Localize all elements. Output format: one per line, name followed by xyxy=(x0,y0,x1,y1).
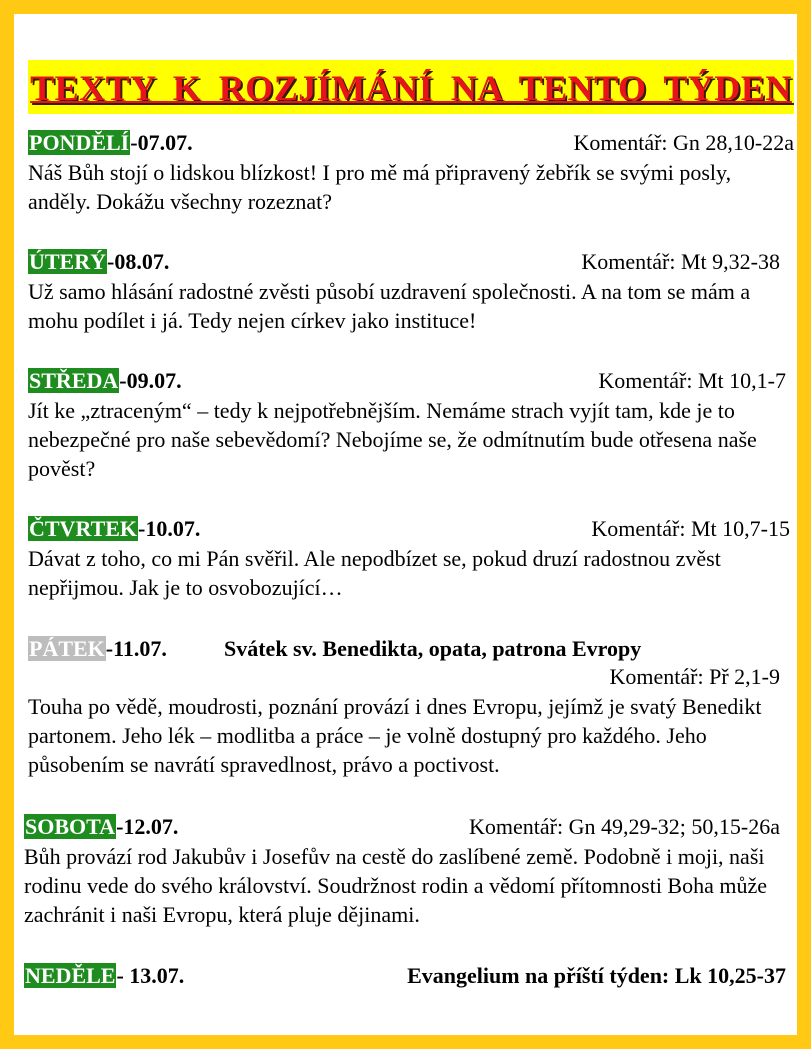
entry-friday xyxy=(28,636,794,779)
comment-reference: Komentář: Gn 28,10-22a xyxy=(573,130,794,155)
comment-reference: Komentář: Mt 9,32-38 xyxy=(581,249,780,274)
comment-reference: Komentář: Gn 49,29-32; 50,15-26a xyxy=(469,814,780,839)
date-label: -12.07. xyxy=(116,814,179,839)
entry-header xyxy=(28,636,794,664)
day-label: NEDĚLE xyxy=(25,963,116,988)
feast-title: Svátek sv. Benedikta, opata, patrona Evropy xyxy=(224,636,642,661)
entry-header xyxy=(28,516,794,544)
comment-reference: Komentář: Mt 10,7-15 xyxy=(591,516,790,541)
title-banner xyxy=(28,60,794,114)
entry-tuesday xyxy=(28,249,794,335)
entry-monday xyxy=(28,130,794,216)
date-label: -07.07. xyxy=(130,130,193,155)
entry-header xyxy=(28,368,794,396)
date-label: -11.07. xyxy=(105,636,167,661)
entry-header xyxy=(28,249,794,277)
entry-sunday xyxy=(24,963,790,991)
entry-text: Náš Bůh stojí o lidskou blízkost! I pro mě má připravený žebřík se svými posly, anděly. Dokážu všechny rozeznat? xyxy=(28,160,732,214)
gospel-reference: Evangelium na příští týden: Lk 10,25-37 xyxy=(407,963,786,988)
comment-reference: Komentář: Př 2,1-9 xyxy=(609,664,780,689)
date-label: -09.07. xyxy=(119,368,182,393)
date-label: -10.07. xyxy=(138,516,201,541)
day-label: PÁTEK xyxy=(29,636,105,661)
page xyxy=(14,14,797,1035)
entry-text: Dávat z toho, co mi Pán svěřil. Ale nepodbízet se, pokud druzí radostnou zvěst nepřijmou. Jak je to osvobozující… xyxy=(28,546,721,600)
day-label: ÚTERÝ xyxy=(29,249,107,274)
date-label: -08.07. xyxy=(107,249,170,274)
entry-thursday xyxy=(28,516,794,602)
day-label: SOBOTA xyxy=(25,814,116,839)
entry-header xyxy=(24,814,790,842)
day-label: ČTVRTEK xyxy=(29,516,138,541)
entry-text: Touha po vědě, moudrosti, poznání provází i dnes Evropu, jejímž je svatý Benedikt partonem. Jeho lék – modlitba a práce – je volně dostupný pro každého. Jeho působením se navrátí spravedlnost, právo a poctivost. xyxy=(28,694,762,777)
entry-header xyxy=(24,963,790,991)
day-label: PONDĚLÍ xyxy=(29,130,130,155)
page-title: TEXTY K ROZJÍMÁNÍ NA TENTO TÝDEN xyxy=(30,68,792,108)
entry-saturday xyxy=(24,814,790,929)
entry-text: Jít ke „ztraceným“ – tedy k nejpotřebnějším. Nemáme strach vyjít tam, kde je to nebezpečné pro naše sebevědomí? Nebojíme se, že odmítnutím bude otřesena naše pověst? xyxy=(28,398,757,481)
entry-wednesday xyxy=(28,368,794,483)
entry-text: Už samo hlásání radostné zvěsti působí uzdravení společnosti. A na tom se mám a mohu podílet i já. Tedy nejen církev jako instituce! xyxy=(28,279,751,333)
comment-reference: Komentář: Mt 10,1-7 xyxy=(598,368,786,393)
entry-header xyxy=(28,130,794,158)
day-label: STŘEDA xyxy=(29,368,119,393)
date-label: - 13.07. xyxy=(116,963,185,988)
entry-text: Bůh provází rod Jakubův i Josefův na cestě do zaslíbené země. Podobně i moji, naši rodinu vede do svého království. Soudržnost rodin a vědomí přítomnosti Boha může zachránit i naši Evropu, která pluje dějinami. xyxy=(24,844,768,927)
